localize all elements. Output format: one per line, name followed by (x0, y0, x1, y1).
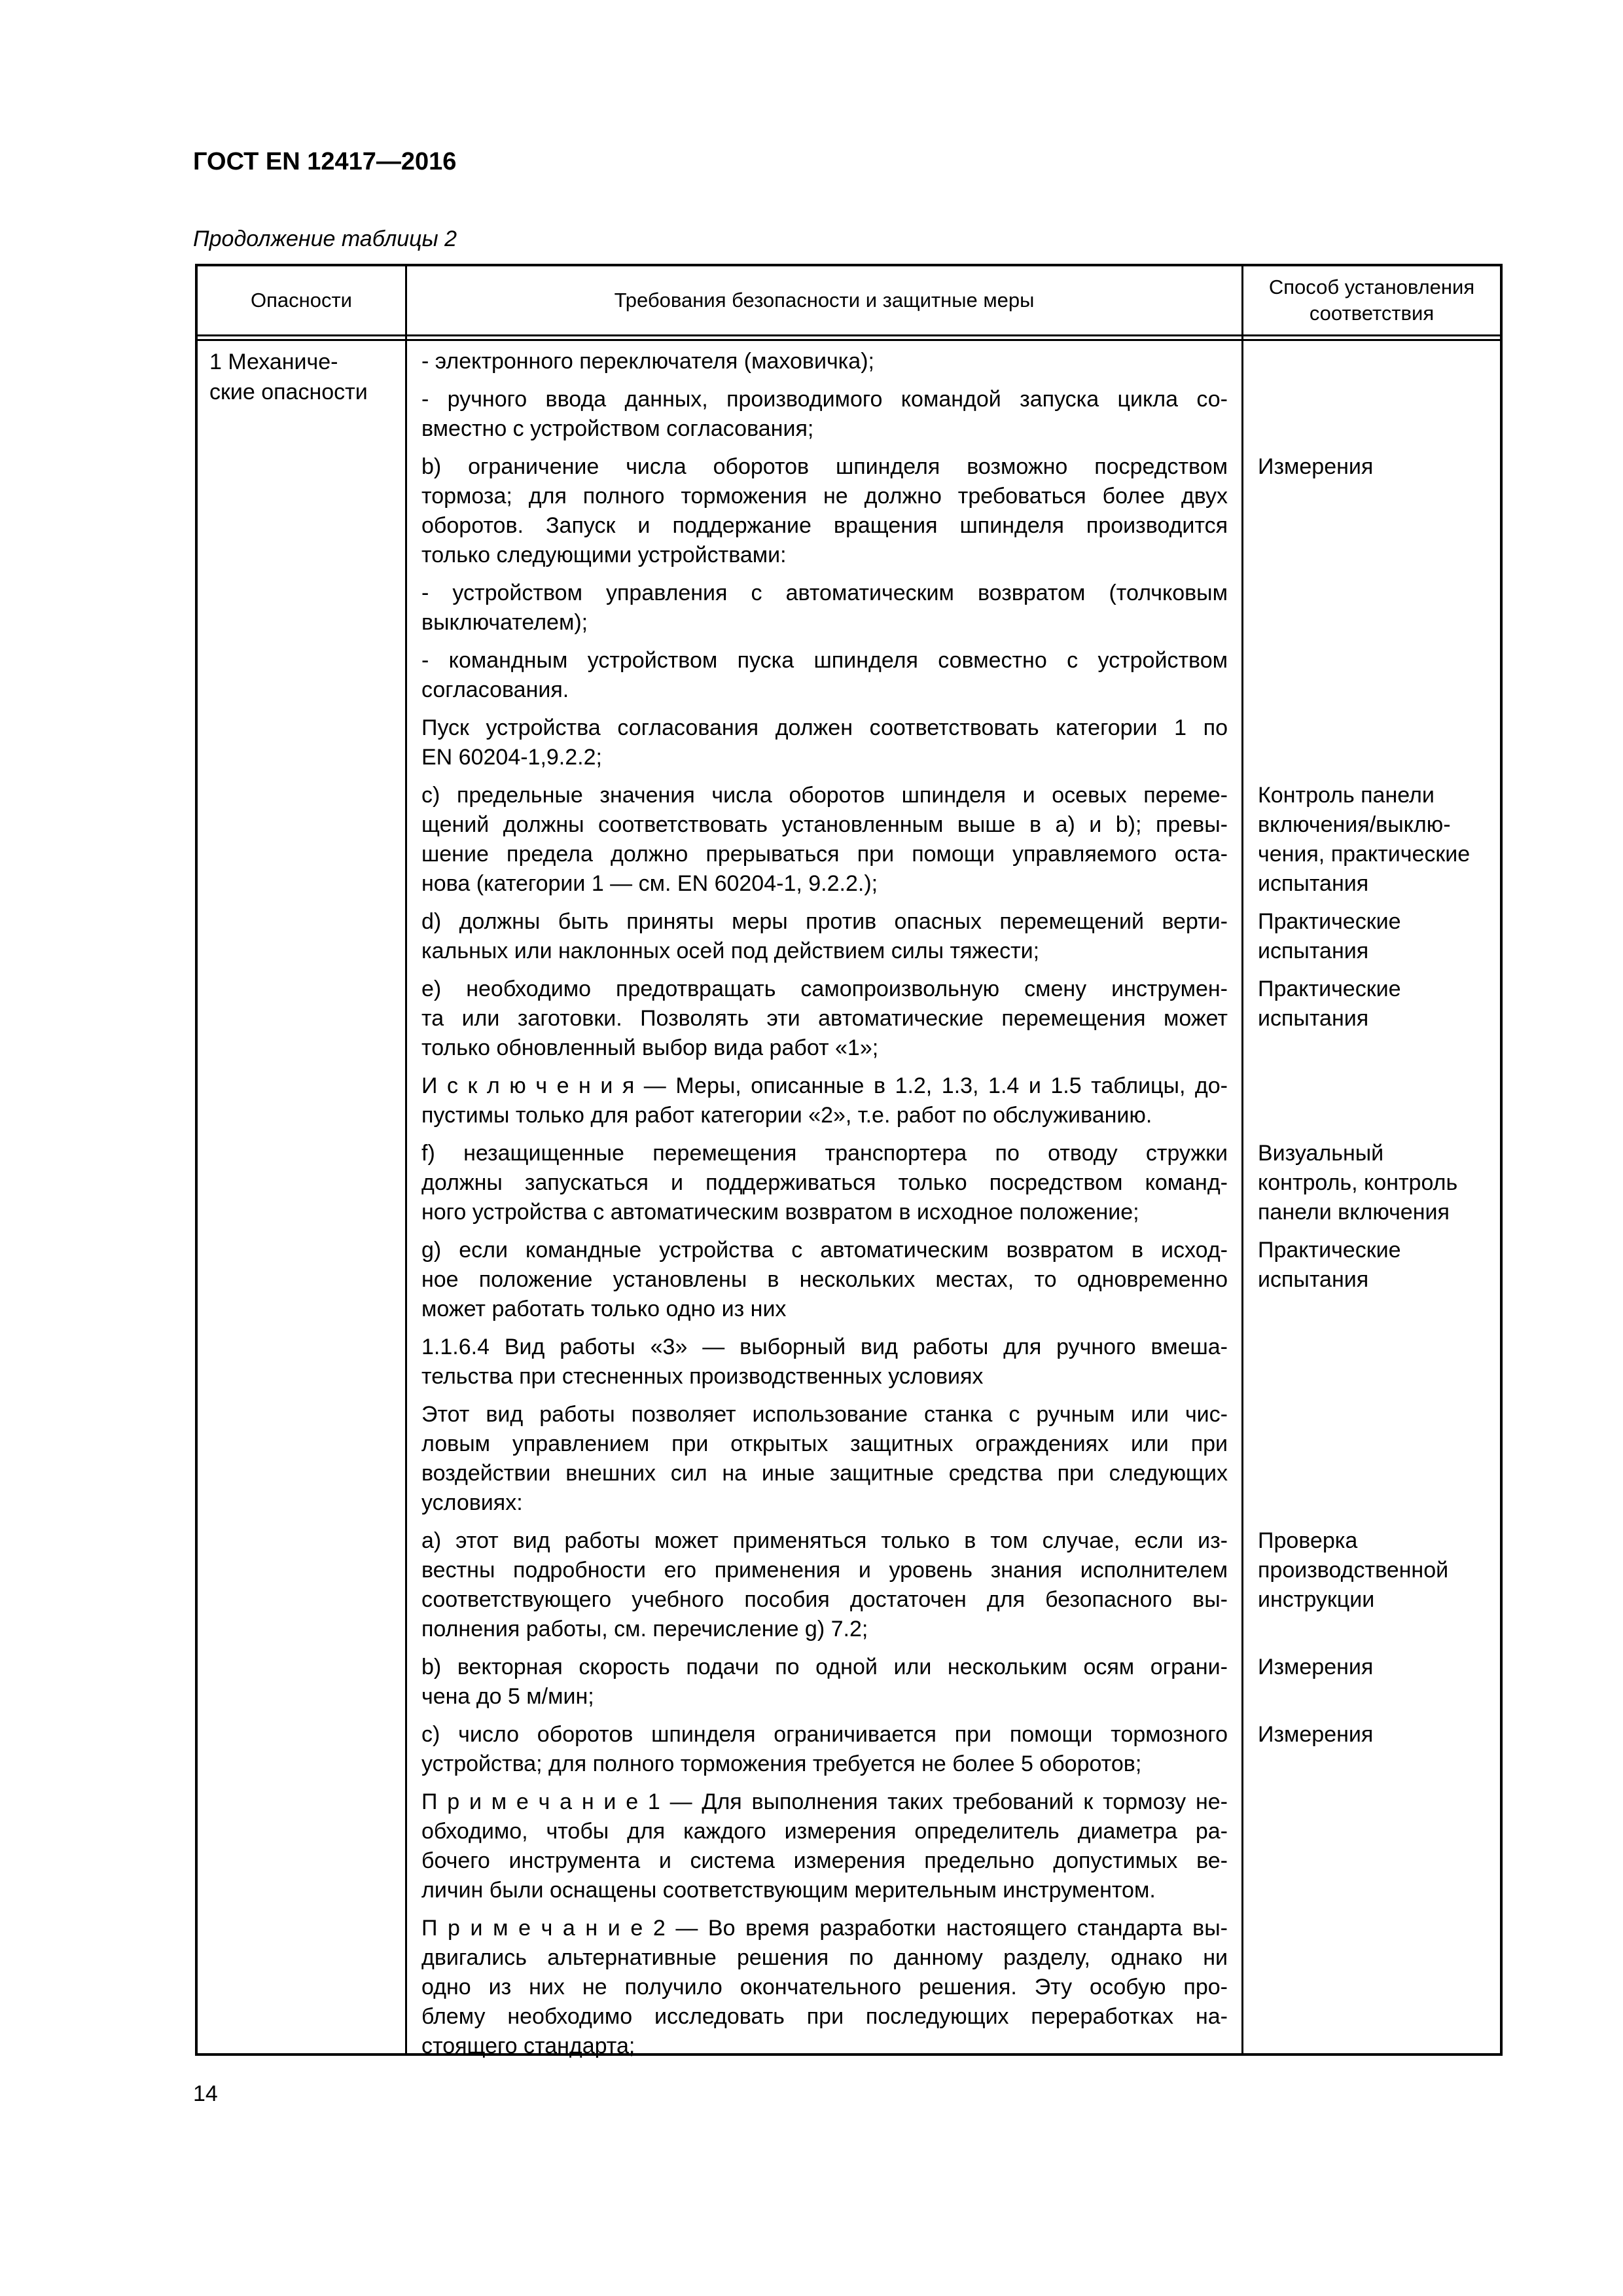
text-line: d) должны быть приняты меры против опасных перемещений верти- (421, 909, 1228, 934)
text-line: условиях: (421, 1490, 523, 1515)
requirement-paragraph (421, 907, 1228, 966)
text-line: чения, практические (1258, 842, 1471, 867)
text-line: та или заготовки. Позволять эти автоматические перемещения может (421, 1006, 1228, 1031)
text-line: испытания (1258, 939, 1369, 963)
verification-method (1258, 975, 1493, 1033)
text-line: b) ограничение числа оборотов шпинделя возможно посредством (421, 454, 1228, 479)
requirement-paragraph (421, 1333, 1228, 1391)
requirement-paragraph (421, 1071, 1228, 1130)
text-line: блему необходимо исследовать при последующих переработках на- (421, 2004, 1228, 2029)
text-line: щений должны соответствовать установленным выше в а) и b); превы- (421, 812, 1228, 837)
text-line: Измерения (1258, 1722, 1374, 1747)
requirement-paragraph (421, 1526, 1228, 1644)
text-line: Практические (1258, 909, 1401, 934)
text-line: стоящего стандарта; (421, 2034, 635, 2058)
text-line: только следующими устройствами: (421, 543, 787, 567)
requirement-paragraph (421, 579, 1228, 637)
verification-method (1258, 1526, 1493, 1615)
text-line: может работать только одно из них (421, 1297, 787, 1321)
text-line: a) этот вид работы может применяться только в том случае, если из- (421, 1528, 1228, 1553)
text-line: Требования безопасности и защитные меры (614, 289, 1035, 312)
requirement-paragraph (421, 781, 1228, 899)
text-line: Измерения (1258, 1655, 1374, 1679)
column-header-method (1243, 266, 1500, 334)
text-line: ное положение установлены в нескольких местах, то одновременно (421, 1267, 1228, 1292)
text-line: вестны подробности его применения и уровень знания исполнителем (421, 1558, 1228, 1583)
text-line: П р и м е ч а н и е 2 — Во время разработки настоящего стандарта вы- (421, 1916, 1228, 1941)
text-line: c) предельные значения числа оборотов шпинделя и осевых переме- (421, 783, 1228, 808)
text-line: П р и м е ч а н и е 1 — Для выполнения таких требований к тормозу не- (421, 1789, 1228, 1814)
text-line: устройства; для полного торможения требуется не более 5 оборотов; (421, 1751, 1142, 1776)
text-line: кальных или наклонных осей под действием силы тяжести; (421, 939, 1040, 963)
document-title: ГОСТ EN 12417—2016 (193, 148, 457, 175)
text-line: Контроль панели (1258, 783, 1435, 808)
text-line: Визуальный (1258, 1141, 1384, 1166)
text-line: полнения работы, см. перечисление g) 7.2; (421, 1617, 868, 1641)
text-line: EN 60204-1,9.2.2; (421, 745, 602, 770)
hazard-cell (209, 347, 399, 407)
text-line: Практические (1258, 977, 1401, 1001)
text-line: нова (категории 1 — см. EN 60204-1, 9.2.2.); (421, 871, 878, 896)
text-line: контроль, контроль (1258, 1170, 1458, 1195)
text-line: Проверка (1258, 1528, 1358, 1553)
column-divider (405, 264, 407, 2056)
text-line: тельства при стесненных производственных условиях (421, 1364, 984, 1389)
requirement-paragraph (421, 1720, 1228, 1779)
text-line: включения/выклю- (1258, 812, 1451, 837)
text-line: вместно с устройством согласования; (421, 416, 814, 441)
text-line: e) необходимо предотвращать самопроизвольную смену инструмен- (421, 977, 1228, 1001)
text-line: бочего инструмента и система измерения предельно допустимых ве- (421, 1848, 1228, 1873)
text-line: тормоза; для полного торможения не должно требоваться более двух (421, 484, 1228, 509)
verification-method (1258, 452, 1493, 482)
text-line: - электронного переключателя (маховичка); (421, 349, 874, 374)
text-line: Измерения (1258, 454, 1374, 479)
text-line: Практические (1258, 1238, 1401, 1263)
text-line: Опасности (250, 289, 352, 312)
column-divider (1241, 264, 1243, 2056)
text-line: Пуск устройства согласования должен соответствовать категории 1 по (421, 715, 1228, 740)
text-line: g) если командные устройства с автоматическим возвратом в исход- (421, 1238, 1228, 1263)
column-header-hazards (198, 266, 405, 334)
text-line: личин были оснащены соответствующим мерительным инструментом. (421, 1878, 1156, 1903)
text-line: соответствующего учебного пособия достаточен для безопасного вы- (421, 1587, 1228, 1612)
text-line: - устройством управления с автоматическим возвратом (толчковым (421, 581, 1228, 605)
requirement-paragraph (421, 1139, 1228, 1227)
header-divider (195, 334, 1503, 336)
requirement-paragraph (421, 452, 1228, 570)
header-divider (195, 339, 1503, 341)
verification-method (1258, 907, 1493, 966)
text-line: ловым управлением при открытых защитных ограждениях или при (421, 1431, 1228, 1456)
text-line: производственной (1258, 1558, 1449, 1583)
requirement-paragraph (421, 1914, 1228, 2061)
text-line: воздействии внешних сил на иные защитные средства при следующих (421, 1461, 1228, 1486)
column-header-requirements (407, 266, 1241, 334)
text-line: испытания (1258, 1267, 1369, 1292)
text-line: оборотов. Запуск и поддержание вращения шпинделя производится (421, 513, 1228, 538)
text-line: И с к л ю ч е н и я — Меры, описанные в 1.2, 1.3, 1.4 и 1.5 таблицы, до- (421, 1073, 1228, 1098)
text-line: b) векторная скорость подачи по одной или нескольким осям ограни- (421, 1655, 1228, 1679)
text-line: - ручного ввода данных, производимого командой запуска цикла со- (421, 387, 1228, 412)
text-line: 1 Механиче- (209, 350, 338, 374)
text-line: Этот вид работы позволяет использование станка с ручным или чис- (421, 1402, 1228, 1427)
text-line: ного устройства с автоматическим возвратом в исходное положение; (421, 1200, 1139, 1225)
requirement-paragraph (421, 713, 1228, 772)
requirement-paragraph (421, 1400, 1228, 1518)
requirement-paragraph (421, 385, 1228, 444)
text-line: Способ установления (1268, 276, 1475, 298)
text-line: двигались альтернативные решения по данному разделу, однако ни (421, 1945, 1228, 1970)
verification-method (1258, 1139, 1493, 1227)
text-line: одно из них не получило окончательного решения. Эту особую про- (421, 1975, 1228, 2000)
table-caption: Продолжение таблицы 2 (193, 226, 457, 251)
text-line: испытания (1258, 1006, 1369, 1031)
text-line: должны запускаться и поддерживаться только посредством команд- (421, 1170, 1228, 1195)
text-line: соответствия (1309, 302, 1435, 325)
verification-method (1258, 1653, 1493, 1682)
requirement-paragraph (421, 1236, 1228, 1324)
text-line: согласования. (421, 677, 569, 702)
text-line: ские опасности (209, 380, 368, 404)
requirements-table (195, 264, 1503, 2056)
verification-method (1258, 1720, 1493, 1749)
text-line: - командным устройством пуска шпинделя совместно с устройством (421, 648, 1228, 673)
verification-method (1258, 1236, 1493, 1295)
requirement-paragraph (421, 1787, 1228, 1905)
text-line: панели включения (1258, 1200, 1450, 1225)
page-number: 14 (193, 2081, 218, 2106)
text-line: только обновленный выбор вида работ «1»; (421, 1035, 879, 1060)
text-line: чена до 5 м/мин; (421, 1684, 594, 1709)
text-line: шение предела должно прерываться при помощи управляемого оста- (421, 842, 1228, 867)
text-line: f) незащищенные перемещения транспортера по отводу стружки (421, 1141, 1228, 1166)
text-line: пустимы только для работ категории «2», т.е. работ по обслуживанию. (421, 1103, 1152, 1128)
requirement-paragraph (421, 347, 1228, 376)
text-line: испытания (1258, 871, 1369, 896)
verification-method (1258, 781, 1493, 899)
text-line: инструкции (1258, 1587, 1375, 1612)
text-line: c) число оборотов шпинделя ограничивается при помощи тормозного (421, 1722, 1228, 1747)
requirement-paragraph (421, 646, 1228, 705)
text-line: выключателем); (421, 610, 588, 635)
text-line: 1.1.6.4 Вид работы «3» — выборный вид работы для ручного вмеша- (421, 1335, 1228, 1359)
requirement-paragraph (421, 1653, 1228, 1712)
text-line: обходимо, чтобы для каждого измерения определитель диаметра ра- (421, 1819, 1228, 1844)
requirement-paragraph (421, 975, 1228, 1063)
